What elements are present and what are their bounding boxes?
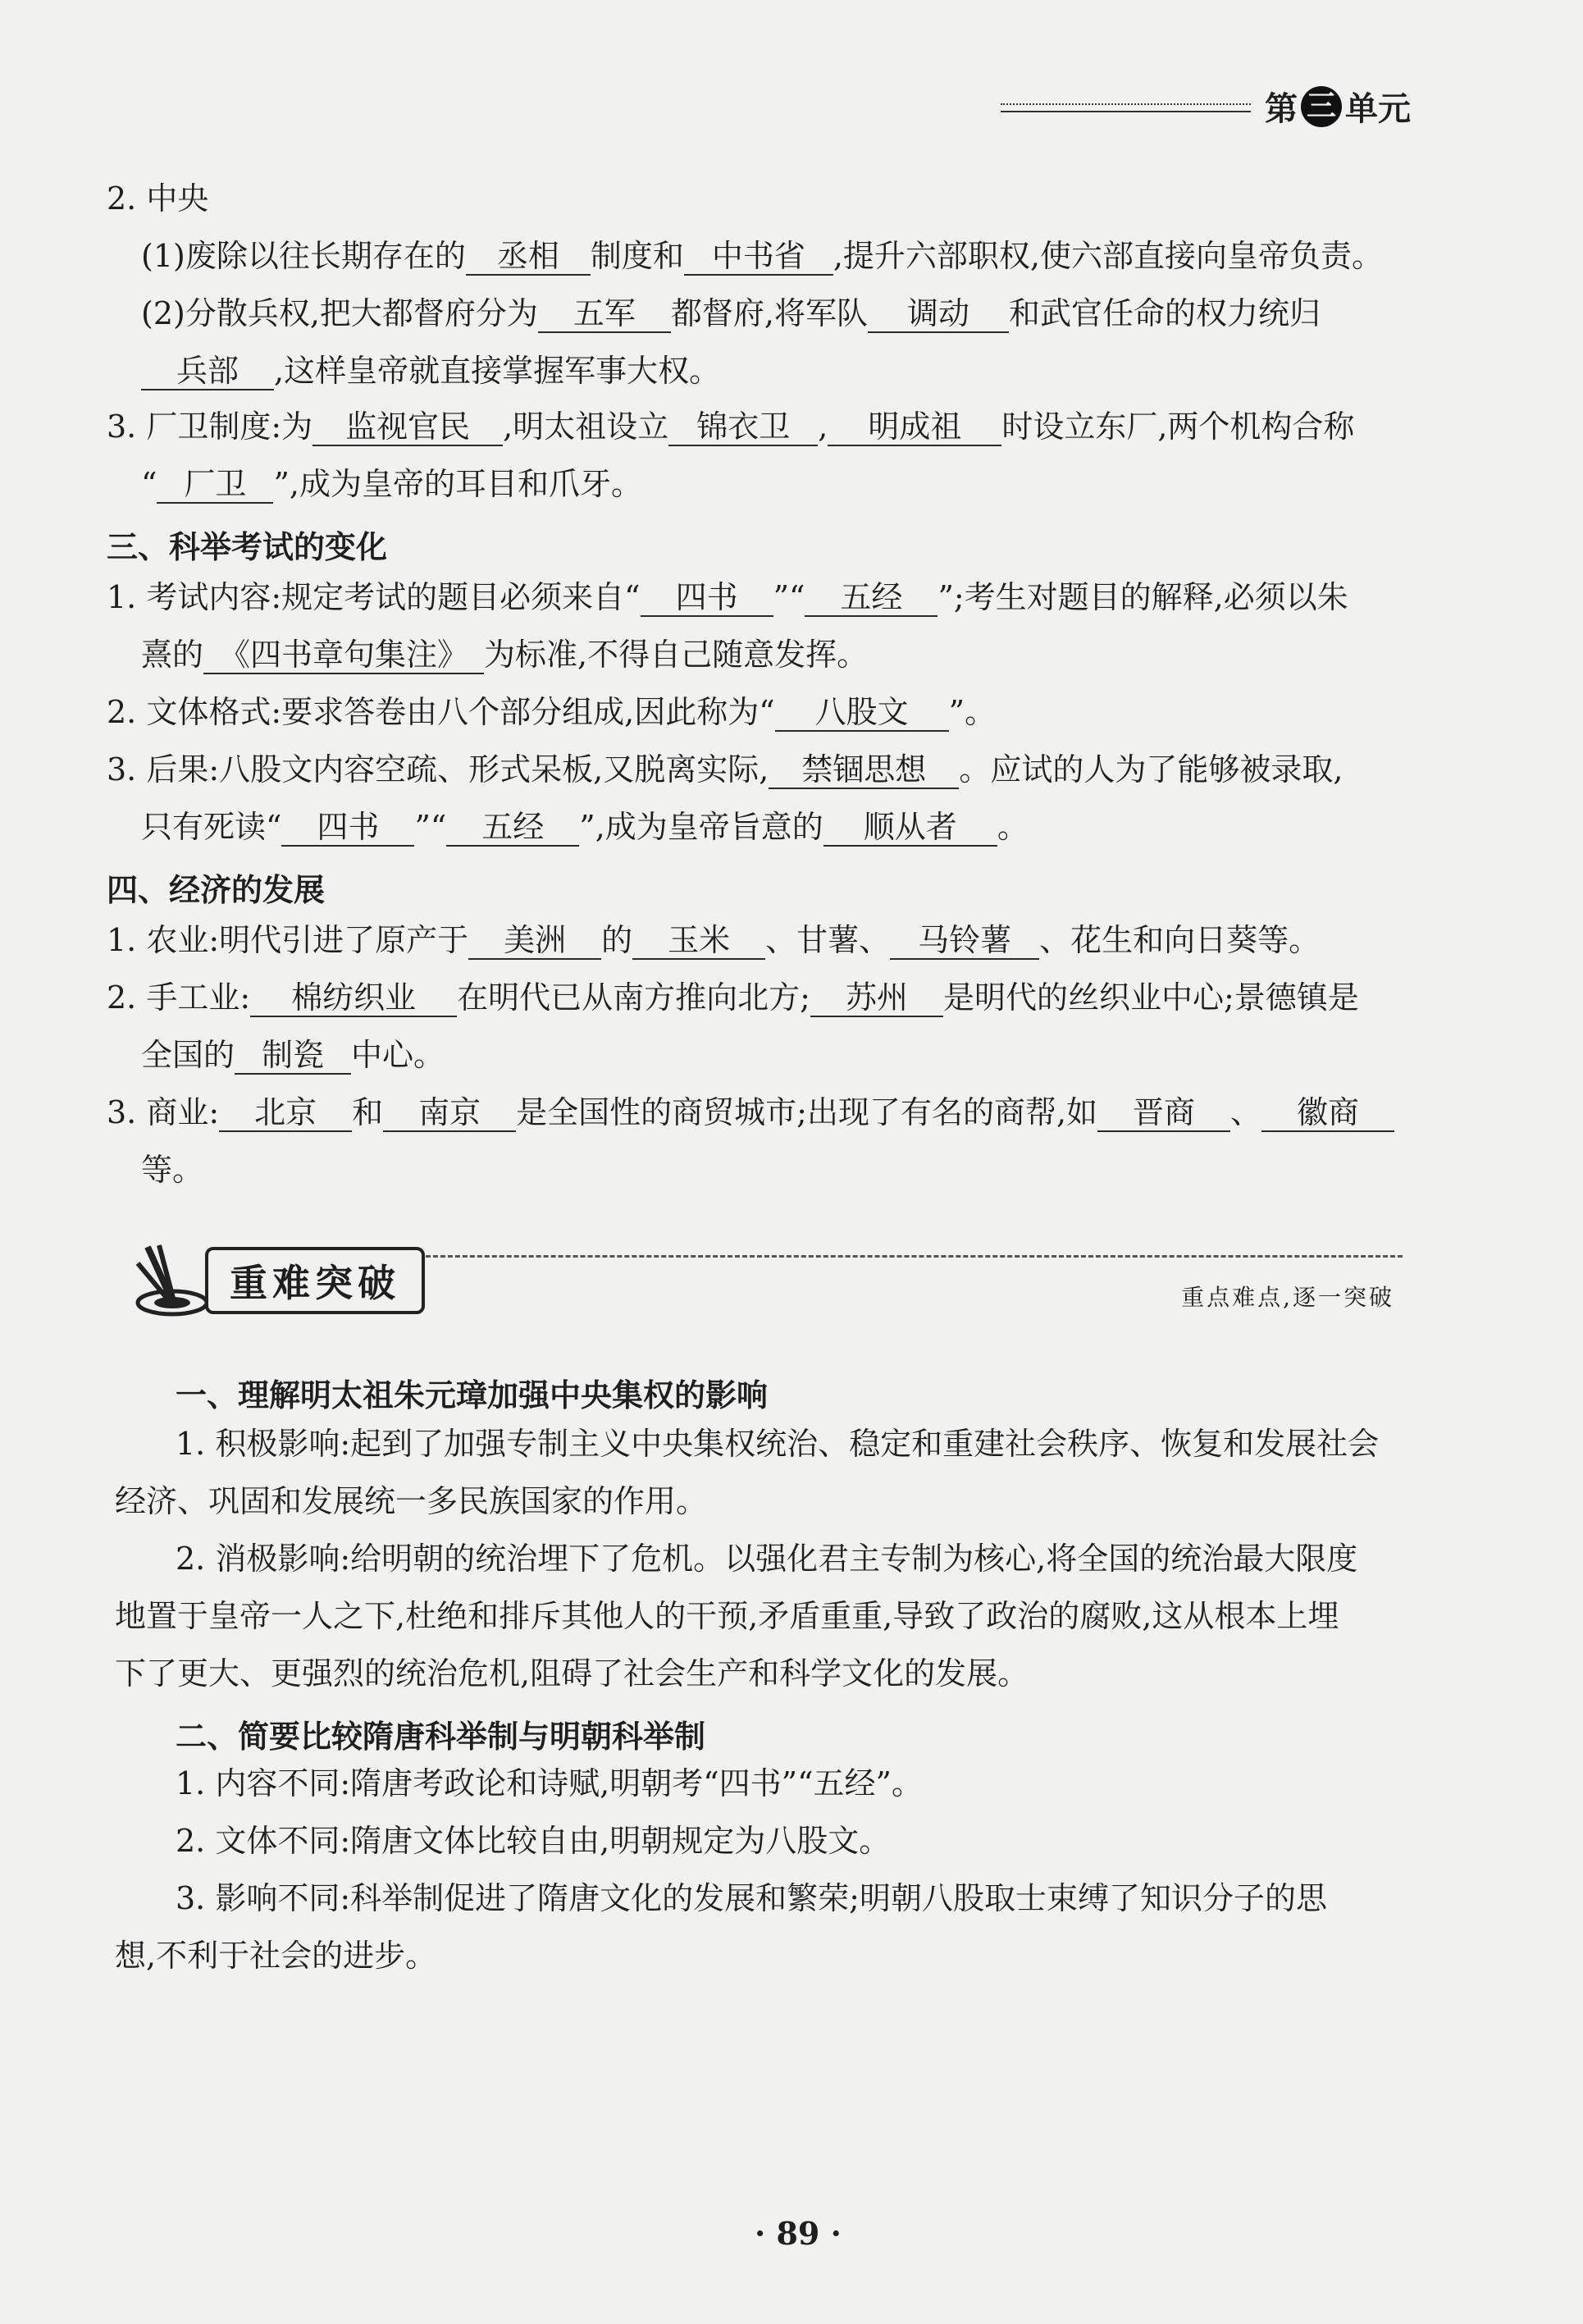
text: 3. 厂卫制度:为 — [107, 409, 313, 445]
paragraph-line: 想,不利于社会的进步。 — [115, 1938, 437, 1974]
item-3 — [107, 405, 1354, 448]
page-number: · 89 · — [755, 2215, 842, 2252]
text: ”“ — [414, 809, 447, 845]
paragraph-line: 3. 影响不同:科举制促进了隋唐文化的发展和繁荣;明朝八股取士束缚了知识分子的思 — [176, 1880, 1327, 1916]
answer-blank: 监视官民 — [312, 409, 503, 446]
item-2-2-cont — [141, 349, 720, 392]
text: 熹的 — [141, 637, 204, 673]
text: ”,成为皇帝旨意的 — [579, 809, 823, 845]
s3-item-2 — [107, 691, 996, 733]
text: (1)废除以往长期存在的 — [141, 238, 466, 274]
unit-label — [1265, 83, 1411, 130]
text: 制度和 — [590, 238, 684, 274]
text: 在明代已从南方推向北方; — [457, 979, 810, 1016]
s4-item-3 — [107, 1091, 1394, 1134]
text: 都督府,将军队 — [670, 295, 869, 331]
text: 、 — [1230, 1094, 1262, 1130]
banner-subtitle: 重点难点,逐一突破 — [1181, 1284, 1394, 1311]
answer-blank: 顺从者 — [823, 809, 997, 847]
text: “ — [141, 466, 157, 502]
answer-blank: 棉纺织业 — [250, 979, 457, 1017]
text: 的 — [601, 922, 633, 958]
item-3-cont — [141, 463, 642, 505]
s3-item-1 — [107, 576, 1348, 619]
paragraph-line: 1. 内容不同:隋唐考政论和诗赋,明朝考“四书”“五经”。 — [176, 1765, 923, 1801]
section-heading: 四、经济的发展 — [107, 872, 326, 908]
s4-item-3-cont: 等。 — [141, 1152, 204, 1188]
paragraph-line: 2. 文体不同:隋唐文体比较自由,明朝规定为八股文。 — [176, 1823, 891, 1859]
section-heading: 三、科举考试的变化 — [107, 529, 388, 565]
s3-item-3-cont — [141, 806, 1029, 848]
unit-suffix: 单元 — [1345, 90, 1411, 128]
item-2-1 — [141, 235, 1383, 277]
paragraph-line: 2. 消极影响:给明朝的统治埋下了危机。以强化君主专制为核心,将全国的统治最大限度 — [176, 1541, 1358, 1577]
banner-title-box — [205, 1247, 425, 1314]
banner-dashed-rule — [418, 1255, 1403, 1258]
breakthrough-heading: 二、简要比较隋唐科举制与明朝科举制 — [176, 1719, 706, 1755]
text: 。应试的人为了能够被录取, — [959, 751, 1343, 788]
unit-prefix: 第 — [1265, 90, 1298, 128]
text: ”,成为皇帝的耳目和爪牙。 — [273, 466, 642, 502]
text: ”。 — [948, 694, 997, 730]
text: 只有死读“ — [141, 809, 282, 845]
item-2-title: 2. 中央 — [107, 180, 209, 217]
answer-blank: 明成祖 — [828, 409, 1001, 446]
text: 2. 文体格式:要求答卷由八个部分组成,因此称为“ — [107, 694, 775, 730]
text: 、甘薯、 — [765, 922, 891, 958]
text: ,提升六部职权,使六部直接向皇帝负责。 — [833, 238, 1384, 274]
s4-item-1 — [107, 919, 1320, 961]
answer-blank: 玉米 — [632, 922, 765, 960]
item-2-2 — [141, 292, 1321, 335]
answer-blank: 徽商 — [1261, 1094, 1394, 1132]
answer-blank: 八股文 — [775, 694, 949, 732]
text: ”;考生对题目的解释,必须以朱 — [937, 579, 1348, 615]
text: 时设立东厂,两个机构合称 — [1001, 409, 1355, 445]
answer-blank: 厂卫 — [157, 466, 273, 504]
answer-blank: 五军 — [538, 295, 671, 333]
text: 全国的 — [141, 1037, 235, 1073]
answer-blank: 四书 — [641, 579, 773, 617]
answer-blank: 北京 — [219, 1094, 352, 1132]
answer-blank: 中书省 — [684, 238, 833, 276]
s3-item-1-cont — [141, 633, 868, 676]
answer-blank: 南京 — [383, 1094, 516, 1132]
text: 3. 后果:八股文内容空疏、形式呆板,又脱离实际, — [107, 751, 769, 788]
text: 为标准,不得自己随意发挥。 — [484, 637, 869, 673]
text: , — [818, 409, 828, 445]
answer-blank: 《四书章句集注》 — [203, 637, 484, 674]
text: (2)分散兵权,把大都督府分为 — [141, 295, 538, 331]
text: 2. 手工业: — [107, 979, 251, 1016]
answer-blank: 五经 — [805, 579, 937, 617]
banner-title: 重难突破 — [230, 1261, 400, 1305]
paragraph-line: 下了更大、更强烈的统治危机,阻碍了社会生产和科学文化的发展。 — [115, 1655, 1029, 1692]
answer-blank: 苏州 — [810, 979, 943, 1017]
unit-header — [1001, 78, 1435, 135]
s4-item-2 — [107, 976, 1359, 1019]
text: ,这样皇帝就直接掌握军事大权。 — [274, 353, 721, 389]
answer-blank: 锦衣卫 — [668, 409, 818, 446]
answer-blank: 调动 — [868, 295, 1009, 333]
text: 和武官任命的权力统归 — [1009, 295, 1321, 331]
target-icon — [131, 1239, 213, 1321]
breakthrough-heading: 一、理解明太祖朱元璋加强中央集权的影响 — [176, 1377, 769, 1413]
answer-blank: 四书 — [281, 809, 414, 847]
unit-number-badge: 三 — [1301, 86, 1342, 127]
s4-item-2-cont — [141, 1034, 445, 1076]
answer-blank: 制瓷 — [235, 1037, 351, 1075]
paragraph-line: 地置于皇帝一人之下,杜绝和排斥其他人的干预,矛盾重重,导致了政治的腐败,这从根本上埋 — [115, 1598, 1339, 1634]
text: ,明太祖设立 — [503, 409, 669, 445]
text: 和 — [352, 1094, 384, 1130]
text: 1. 农业:明代引进了原产于 — [107, 922, 469, 958]
answer-blank: 禁锢思想 — [769, 751, 959, 789]
text: ”“ — [773, 579, 805, 615]
header-solid-rule — [1001, 111, 1251, 112]
text: 。 — [997, 809, 1029, 845]
answer-blank: 晋商 — [1097, 1094, 1230, 1132]
answer-blank: 兵部 — [141, 353, 274, 390]
section-banner — [115, 1222, 1411, 1329]
answer-blank: 五经 — [446, 809, 579, 847]
answer-blank: 马铃薯 — [890, 922, 1039, 960]
text: 是明代的丝织业中心;景德镇是 — [942, 979, 1359, 1016]
text: 是全国性的商贸城市;出现了有名的商帮,如 — [516, 1094, 1098, 1130]
answer-blank: 丞相 — [466, 238, 591, 276]
text: 3. 商业: — [107, 1094, 220, 1130]
paragraph-line: 经济、巩固和发展统一多民族国家的作用。 — [115, 1483, 708, 1519]
answer-blank: 美洲 — [468, 922, 601, 960]
s3-item-3 — [107, 748, 1343, 791]
text: 1. 考试内容:规定考试的题目必须来自“ — [107, 579, 641, 615]
text: 、花生和向日葵等。 — [1039, 922, 1321, 958]
text: 中心。 — [351, 1037, 445, 1073]
paragraph-line: 1. 积极影响:起到了加强专制主义中央集权统治、稳定和重建社会秩序、恢复和发展社会 — [176, 1426, 1380, 1462]
header-dotted-rule — [1001, 103, 1251, 105]
